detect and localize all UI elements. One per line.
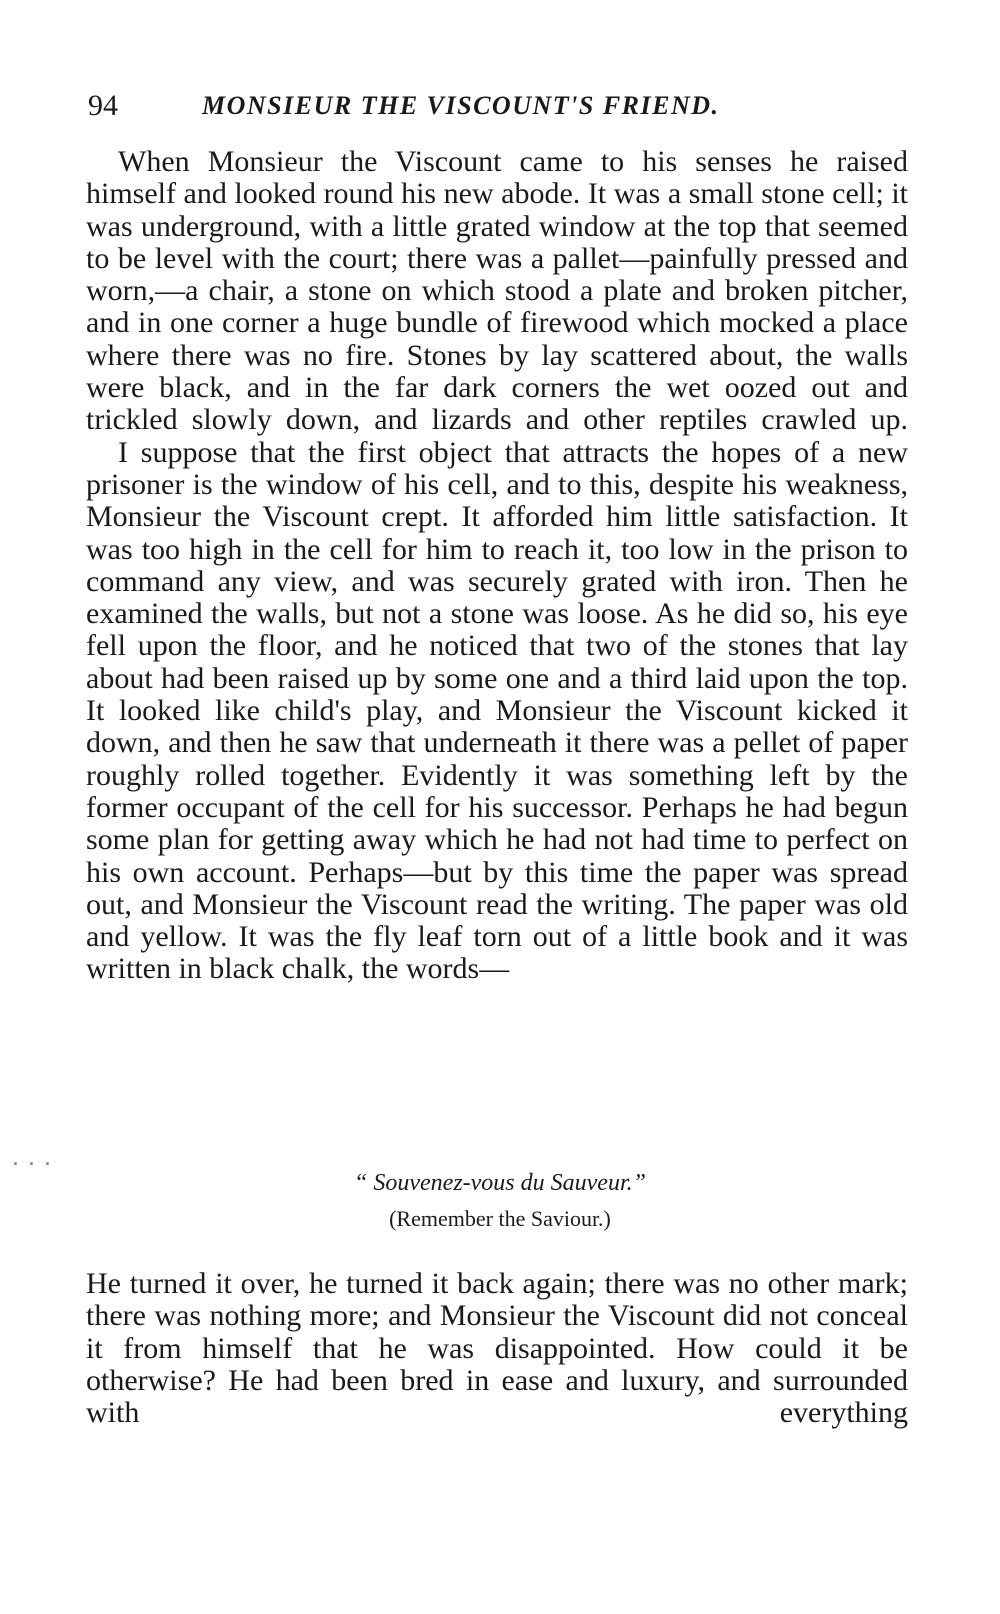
paragraph: When Monsieur the Viscount came to his senses he raised himself and looked round his new abode. It was a small stone cell; it was underground, with a little grated window at the top that seemed to be level with the court; there was a pallet—painfully pressed and worn,—a chair, a stone on which stood a plate and broken pitcher, and in one corner a huge bundle of firewood which mocked a place where there was no fire. Stones by lay scattered about, the walls were black, and in the far dark corners the wet oozed out and trickled slowly down, and lizards and other reptiles crawled up. (86, 145, 908, 437)
main-text-block (86, 146, 908, 986)
page-number: 94 (88, 89, 118, 122)
page-header (88, 86, 908, 126)
closing-text-block (86, 1268, 908, 1429)
margin-specks (14, 1160, 54, 1166)
french-quotation: “ Souvenez-vous du Sauveur.” (354, 1170, 646, 1196)
paragraph: I suppose that the first object that attracts the hopes of a new prisoner is the window of his cell, and to this, despite his weakness, Monsieur the Viscount crept. It afforded him little satisfaction. It was too high in the cell for him to reach it, too low in the prison to command any view, and was securely grated with iron. Then he examined the walls, but not a stone was loose. As he did so, his eye fell upon the floor, and he noticed that two of the stones that lay about had been raised up by some one and a third laid upon the top. It looked like child's play, and Monsieur the Viscount kicked it down, and then he saw that underneath it there was a pellet of paper roughly rolled together. Evidently it was something left by the former occupant of the cell for his successor. Perhaps he had begun some plan for getting away which he had not had time to perfect on his own account. Perhaps—but by this time the paper was spread out, and Monsieur the Viscount read the writing. The paper was old and yellow. It was the fly leaf torn out of a little book and it was written in black chalk, the words— (86, 435, 908, 986)
quotation-translation: (Remember the Saviour.) (389, 1206, 611, 1231)
running-head: MONSIEUR THE VISCOUNT'S FRIEND. (202, 91, 720, 120)
paragraph: He turned it over, he turned it back again; there was no other mark; there was nothing more; and Monsieur the Viscount did not conceal it from himself that he was disappointed. How could it be otherwise? He had been bred in ease and luxury, and surrounded with everything (86, 1267, 908, 1430)
